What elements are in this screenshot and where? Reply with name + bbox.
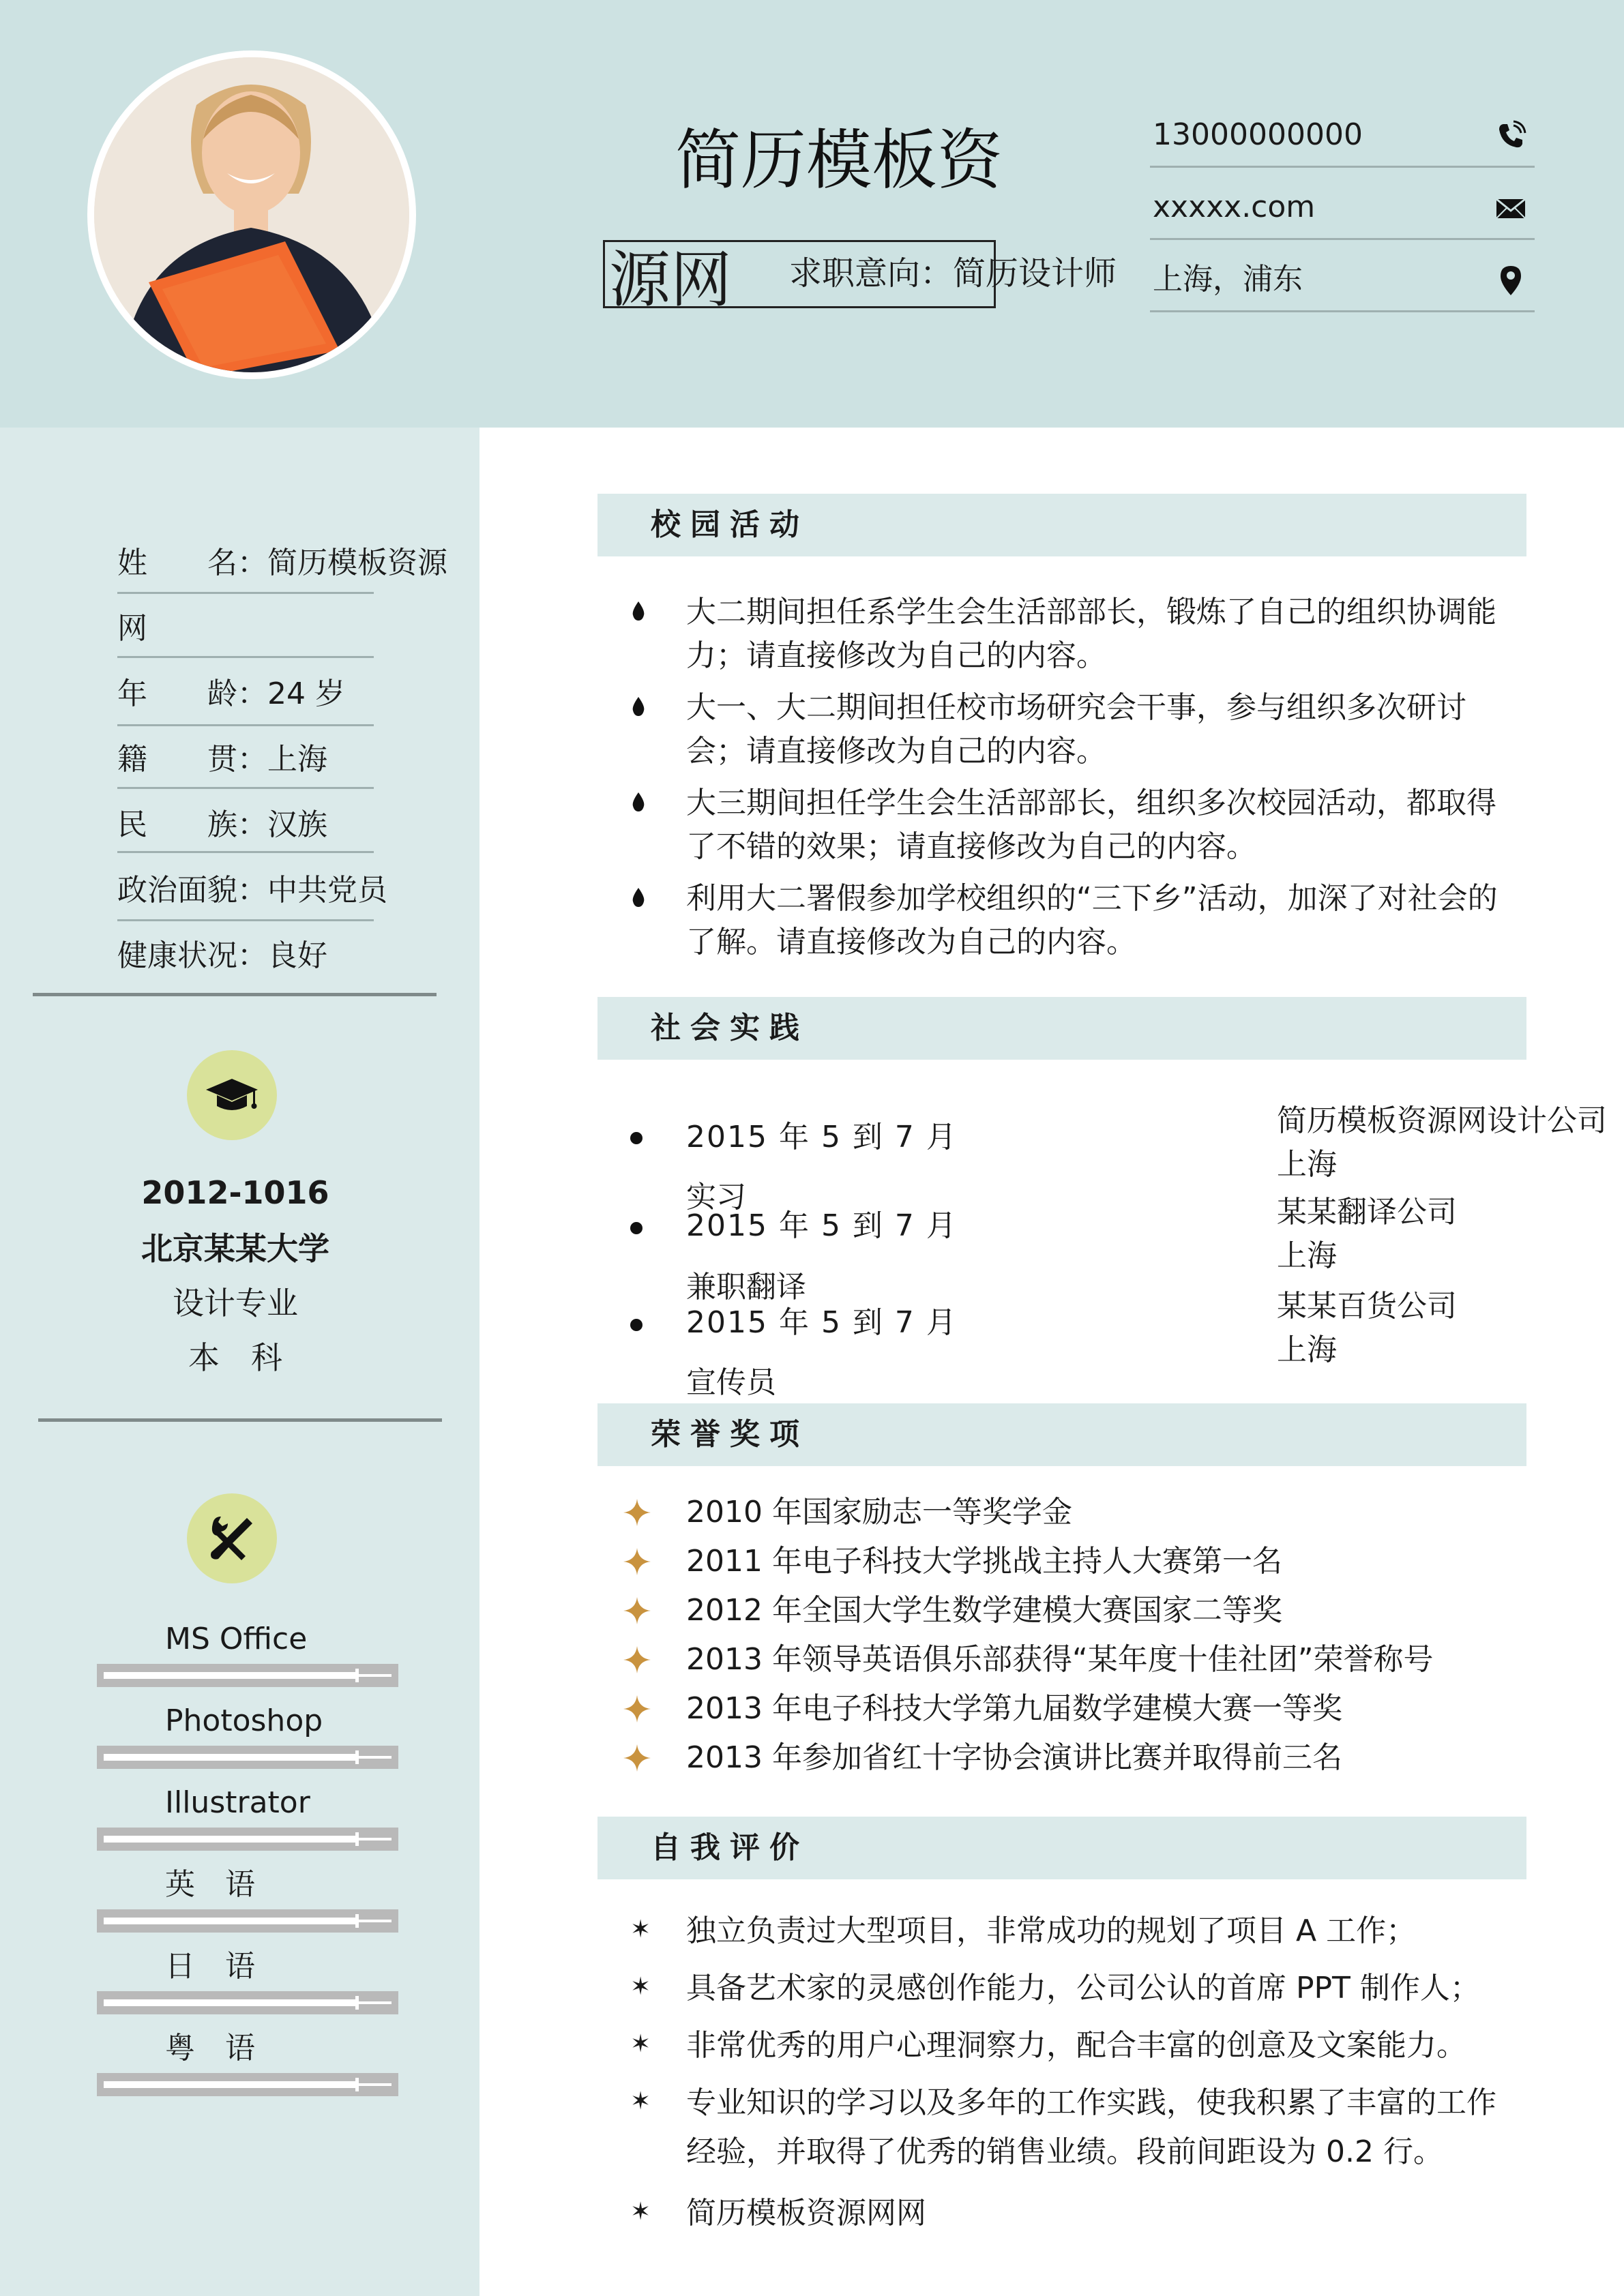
mail-icon [1494,191,1528,225]
practice-role: 兼职翻译 [686,1270,806,1304]
divider [117,919,374,921]
avatar [87,50,416,379]
skill-bar [97,1828,398,1851]
evaluation-item: 具备艺术家的灵感创作能力，公司公认的首席 PPT 制作人； [686,1971,1480,2006]
sparkle-bullet-icon [622,1596,652,1626]
sidebar-divider [33,993,437,996]
section-title: 校园活动 [651,507,809,542]
drop-bullet-icon [630,886,647,908]
practice-role: 宣传员 [686,1365,776,1400]
info-politics: 政治面貌：中共党员 [117,873,387,908]
info-health: 健康状况：良好 [117,938,327,973]
honor-item: 2013 年参加省红十字协会演讲比赛并取得前三名 [686,1740,1342,1775]
divider [117,724,374,726]
website: xxxxx.com [1153,190,1316,224]
education-major: 设计专业 [173,1285,298,1322]
practice-org: 简历模板资源网设计公司 [1277,1103,1607,1138]
section-title: 荣誉奖项 [651,1417,809,1452]
skill-label: MS Office [165,1622,308,1656]
sparkle-bullet-icon [622,1743,652,1773]
campus-item: 大一、大二期间担任校市场研究会干事，参与组织多次研讨会；请直接修改为自己的内容。 [686,690,1466,769]
contact-website [1150,168,1535,240]
section-title: 自我评价 [651,1830,809,1865]
graduation-cap-icon [203,1067,261,1124]
star-bullet-icon: ✶ [630,1973,651,2001]
sparkle-bullet-icon [622,1497,652,1527]
section-header-honors [597,1403,1526,1466]
practice-date: 2015 年 5 到 7 月 [686,1305,958,1340]
tools-icon [203,1510,261,1567]
info-native: 籍 贯：上海 [117,742,327,777]
sidebar-divider [38,1418,442,1422]
honor-item: 2010 年国家励志一等奖学金 [686,1495,1072,1530]
education-period: 2012-1016 [141,1174,329,1211]
address: 上海，浦东 [1153,262,1303,297]
star-bullet-icon: ✶ [630,2030,651,2058]
evaluation-item: 简历模板资源网网 [686,2196,926,2231]
star-bullet-icon: ✶ [630,2087,651,2115]
divider [117,787,374,789]
resume-title: 简历模板资 [675,122,1003,198]
sparkle-bullet-icon [622,1547,652,1577]
drop-bullet-icon [630,696,647,717]
skill-label: 日 语 [165,1949,255,1984]
dot-bullet-icon [630,1319,643,1331]
practice-city: 上海 [1277,1238,1337,1273]
education-degree: 本 科 [188,1339,282,1376]
education-school: 北京某某大学 [141,1230,329,1267]
practice-city: 上海 [1277,1147,1337,1182]
location-pin-icon [1494,263,1528,297]
divider [117,656,374,658]
honor-item: 2013 年领导英语俱乐部获得“某年度十佳社团”荣誉称号 [686,1642,1434,1677]
practice-city: 上海 [1277,1332,1337,1367]
campus-item: 大二期间担任系学生会生活部部长，锻炼了自己的组织协调能力；请直接修改为自己的内容。 [686,595,1496,673]
section-title: 社会实践 [651,1011,809,1045]
phone-icon [1494,119,1528,153]
resume-title-overflow: 源网 [609,244,732,316]
drop-bullet-icon [630,600,647,622]
sparkle-bullet-icon [622,1694,652,1724]
skill-bar [97,1991,398,2014]
evaluation-item: 专业知识的学习以及多年的工作实践，使我积累了丰富的工作经验，并取得了优秀的销售业绩。段前间距设为 0.2 行。 [686,2085,1496,2169]
practice-role: 实习 [686,1180,746,1214]
phone-number: 13000000000 [1153,117,1363,152]
divider [117,851,374,853]
section-header-evaluation [597,1817,1526,1879]
honor-item: 2013 年电子科技大学第九届数学建模大赛一等奖 [686,1691,1342,1726]
skill-bar [97,1746,398,1769]
skill-bar [97,2073,398,2096]
skill-label: Illustrator [165,1785,310,1820]
practice-date: 2015 年 5 到 7 月 [686,1120,958,1154]
evaluation-item: 独立负责过大型项目，非常成功的规划了项目 A 工作； [686,1913,1417,1948]
info-name-cont: 网 [117,611,147,646]
education-badge [187,1050,277,1140]
dot-bullet-icon [630,1222,643,1234]
divider [117,592,374,594]
person-photo-illustration [94,57,409,372]
dot-bullet-icon [630,1132,643,1144]
drop-bullet-icon [630,791,647,813]
skill-bar [97,1909,398,1933]
section-header-campus [597,494,1526,556]
star-bullet-icon: ✶ [630,1915,651,1943]
skill-label: 英 语 [165,1867,255,1902]
campus-item: 利用大二署假参加学校组织的“三下乡”活动，加深了对社会的了解。请直接修改为自己的内容。 [686,881,1498,959]
contact-phone [1150,95,1535,168]
star-bullet-icon: ✶ [630,2198,651,2226]
info-age: 年 龄：24 岁 [117,676,345,711]
evaluation-item: 非常优秀的用户心理洞察力，配合丰富的创意及文案能力。 [686,2028,1466,2063]
contact-address [1150,240,1535,312]
info-ethnic: 民 族：汉族 [117,807,327,842]
job-intent: 求职意向：简历设计师 [789,254,1117,293]
section-header-practice [597,997,1526,1060]
sparkle-bullet-icon [622,1645,652,1675]
skills-badge [187,1493,277,1583]
honor-item: 2011 年电子科技大学挑战主持人大赛第一名 [686,1544,1282,1579]
skill-label: 粤 语 [165,2031,255,2066]
job-intent-box [603,240,1117,316]
profile-photo [94,57,409,372]
practice-org: 某某翻译公司 [1277,1195,1457,1229]
campus-item: 大三期间担任学生会生活部部长，组织多次校园活动，都取得了不错的效果；请直接修改为自己的内容。 [686,786,1496,864]
practice-date: 2015 年 5 到 7 月 [686,1208,958,1243]
skill-bar [97,1664,398,1687]
honor-item: 2012 年全国大学生数学建模大赛国家二等奖 [686,1593,1282,1628]
info-name: 姓 名：简历模板资源 [117,546,447,580]
skill-label: Photoshop [165,1703,323,1738]
practice-org: 某某百货公司 [1277,1289,1457,1324]
